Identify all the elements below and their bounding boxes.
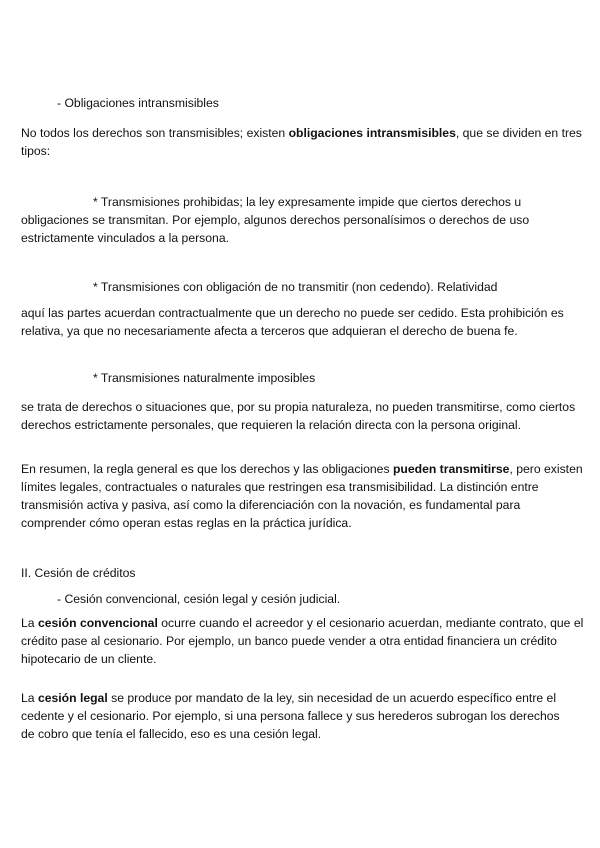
- legal-bold-term: cesión legal: [37, 691, 108, 705]
- summary-text-after: , pero existen: [509, 462, 583, 476]
- legal-line1: [21, 689, 581, 708]
- intro-paragraph-line1: [21, 124, 581, 143]
- type3-line2: derechos estrictamente personales, que requieren la relación directa con la persona original.: [21, 418, 521, 432]
- type1-heading: * Transmisiones prohibidas; la ley expresamente impide que ciertos derechos u: [93, 195, 522, 209]
- legal-text-before: La: [21, 691, 38, 705]
- legal-line3: de cobro que tenía el fallecido, eso es una cesión legal.: [21, 727, 322, 741]
- section-bullet-obligaciones-intransmisibles: - Obligaciones intransmisibles: [57, 96, 219, 110]
- intro-text-before: No todos los derechos son transmisibles; existen: [21, 126, 289, 140]
- type2-heading: * Transmisiones con obligación de no transmitir (non cedendo). Relatividad: [93, 280, 498, 294]
- intro-paragraph-line2: tipos:: [21, 144, 51, 158]
- intro-text-after: , que se dividen en tres: [455, 126, 582, 140]
- type1-line2: obligaciones se transmitan. Por ejemplo, algunos derechos personalísimos o derechos de uso: [21, 213, 530, 227]
- convencional-bold-term: cesión convencional: [37, 616, 158, 630]
- type3-heading: * Transmisiones naturalmente imposibles: [93, 371, 316, 385]
- convencional-line1: [21, 614, 584, 633]
- section2-bullet: - Cesión convencional, cesión legal y cesión judicial.: [57, 592, 341, 606]
- intro-bold-term: obligaciones intransmisibles: [288, 126, 456, 140]
- type1-line3: estrictamente vinculados a la persona.: [21, 231, 229, 245]
- summary-bold-term: pueden transmitirse: [392, 462, 510, 476]
- summary-line1: [21, 460, 581, 479]
- convencional-text-before: La: [21, 616, 38, 630]
- summary-text-before: En resumen, la regla general es que los derechos y las obligaciones: [21, 462, 393, 476]
- section2-heading: II. Cesión de créditos: [21, 566, 136, 580]
- convencional-line2: crédito pase al cesionario. Por ejemplo, un banco puede vender a otra entidad financiera un crédito: [21, 634, 557, 648]
- convencional-text-after: ocurre cuando el acreedor y el cesionario acuerdan, mediante contrato, que el: [157, 616, 584, 630]
- type2-line2: relativa, ya que no necesariamente afecta a terceros que adquieran el derecho de buena fe.: [21, 324, 518, 338]
- convencional-line3: hipotecario de un cliente.: [21, 652, 157, 666]
- summary-line4: comprender cómo operan estas reglas en la práctica jurídica.: [21, 516, 352, 530]
- type3-line1: se trata de derechos o situaciones que, por su propia naturaleza, no pueden transmitirse, como ciertos: [21, 400, 576, 414]
- legal-line2: cedente y el cesionario. Por ejemplo, si una persona fallece y sus herederos subrogan los derechos: [21, 709, 560, 723]
- type2-line1: aquí las partes acuerdan contractualmente que un derecho no puede ser cedido. Esta prohibición es: [21, 306, 564, 320]
- summary-line2: límites legales, contractuales o naturales que restringen esa transmisibilidad. La distinción entre: [21, 480, 539, 494]
- summary-line3: transmisión activa y pasiva, así como la diferenciación con la novación, es fundamental para: [21, 498, 521, 512]
- legal-text-after: se produce por mandato de la ley, sin necesidad de un acuerdo específico entre el: [107, 691, 557, 705]
